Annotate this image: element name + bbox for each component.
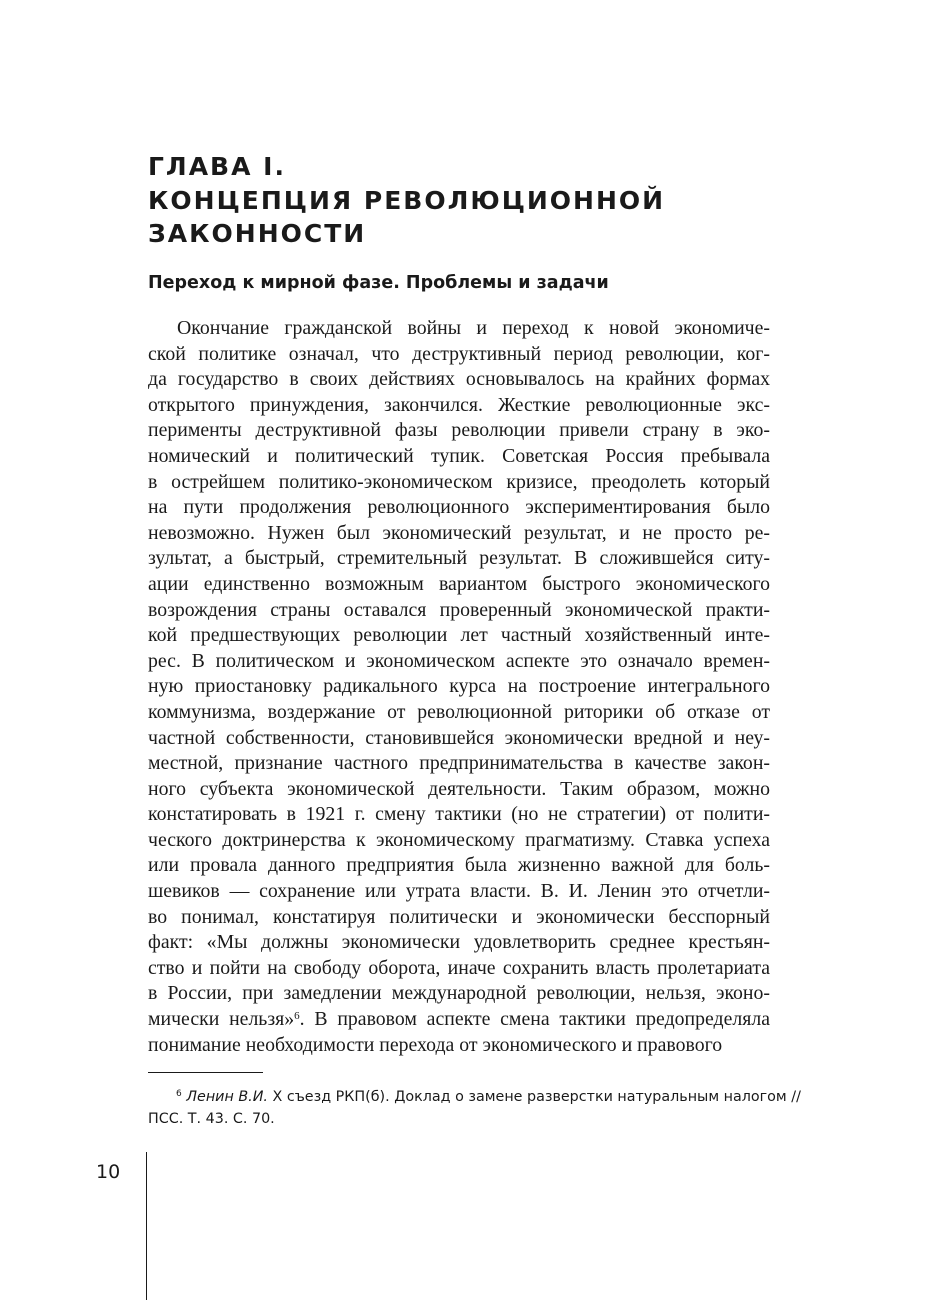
text-line: открытого принуждения, закончился. Жесткие революционные экс- bbox=[148, 393, 770, 416]
footnote-author: Ленин В.И. bbox=[186, 1089, 268, 1105]
text-line: на пути продолжения революционного экспериментирования было bbox=[148, 496, 770, 519]
text-line: местной, признание частного предпринимательства в качестве закон- bbox=[148, 752, 770, 775]
text-line bbox=[148, 1007, 770, 1033]
chapter-title-line: ЗАКОННОСТИ bbox=[148, 219, 367, 248]
footnote bbox=[148, 1087, 801, 1130]
text-line: в России, при замедлении международной революции, нельзя, эконо- bbox=[148, 982, 770, 1005]
text-line: шевиков — сохранение или утрата власти. В. И. Ленин это отчетли- bbox=[148, 880, 770, 903]
text-line: Окончание гражданской войны и переход к новой экономиче- bbox=[177, 317, 770, 339]
text-line: невозможно. Нужен был экономический результат, и не просто ре- bbox=[148, 521, 770, 544]
chapter-title-line: ГЛАВА I. bbox=[148, 152, 286, 181]
text-line: номический и политический тупик. Советская Россия пребывала bbox=[148, 444, 770, 467]
text-line: зультат, а быстрый, стремительный результат. В сложившейся ситу- bbox=[148, 547, 770, 570]
text-line: кой предшествующих революции лет частный хозяйственный инте- bbox=[148, 624, 770, 647]
text-line: ство и пойти на свободу оборота, иначе сохранить власть пролетариата bbox=[148, 956, 770, 979]
text-line: факт: «Мы должны экономически удовлетворить среднее крестьян- bbox=[148, 931, 770, 954]
margin-rule bbox=[146, 1152, 147, 1300]
text-line: ного субъекта экономической деятельности. Таким образом, можно bbox=[148, 777, 770, 800]
text-line: да государство в своих действиях основывалось на крайних формах bbox=[148, 368, 770, 391]
text-line: ации единственно возможным вариантом быстрого экономического bbox=[148, 572, 770, 595]
text-line: ской политике означал, что деструктивный период революции, ког- bbox=[148, 342, 770, 365]
text-fragment: . В правовом аспекте смена тактики предопределяла bbox=[299, 1008, 770, 1031]
text-line: рес. В политическом и экономическом аспекте это означало времен- bbox=[148, 649, 770, 672]
chapter-title-line: КОНЦЕПЦИЯ РЕВОЛЮЦИОННОЙ bbox=[148, 185, 666, 215]
footnote-line bbox=[148, 1087, 801, 1109]
text-line: понимание необходимости перехода от экономического и правового bbox=[148, 1033, 723, 1056]
text-line: констатировать в 1921 г. смену тактики (но не стратегии) от полити- bbox=[148, 803, 770, 826]
footnote-separator bbox=[148, 1072, 263, 1073]
text-line: перименты деструктивной фазы революции привели страну в эко- bbox=[148, 419, 770, 442]
footnote-line: ПСС. Т. 43. С. 70. bbox=[148, 1110, 275, 1127]
page-number: 10 bbox=[96, 1161, 121, 1183]
chapter-title bbox=[148, 150, 788, 251]
text-line: ную приостановку радикального курса на построение интегрального bbox=[148, 675, 770, 698]
footnote-number: 6 bbox=[176, 1089, 182, 1099]
section-title: Переход к мирной фазе. Проблемы и задачи bbox=[148, 273, 609, 293]
footnote-reference: 6 bbox=[294, 1010, 300, 1023]
body-paragraph bbox=[148, 316, 770, 1058]
text-line: или провала данного предприятия была жизненно важной для боль- bbox=[148, 854, 770, 877]
text-line: частной собственности, становившейся экономически вредной и неу- bbox=[148, 726, 770, 749]
text-line: ческого доктринерства к экономическому прагматизму. Ставка успеха bbox=[148, 828, 770, 851]
text-line: возрождения страны оставался проверенный экономической практи- bbox=[148, 598, 770, 621]
text-fragment: мически нельзя» bbox=[148, 1008, 295, 1031]
text-line: в острейшем политико-экономическом кризисе, преодолеть который bbox=[148, 470, 770, 493]
text-line: во понимал, констатируя политически и экономически бесспорный bbox=[148, 905, 770, 928]
footnote-text: X съезд РКП(б). Доклад о замене разверстки натуральным налогом // bbox=[267, 1089, 801, 1105]
text-line: коммунизма, воздержание от революционной риторики об отказе от bbox=[148, 700, 770, 723]
